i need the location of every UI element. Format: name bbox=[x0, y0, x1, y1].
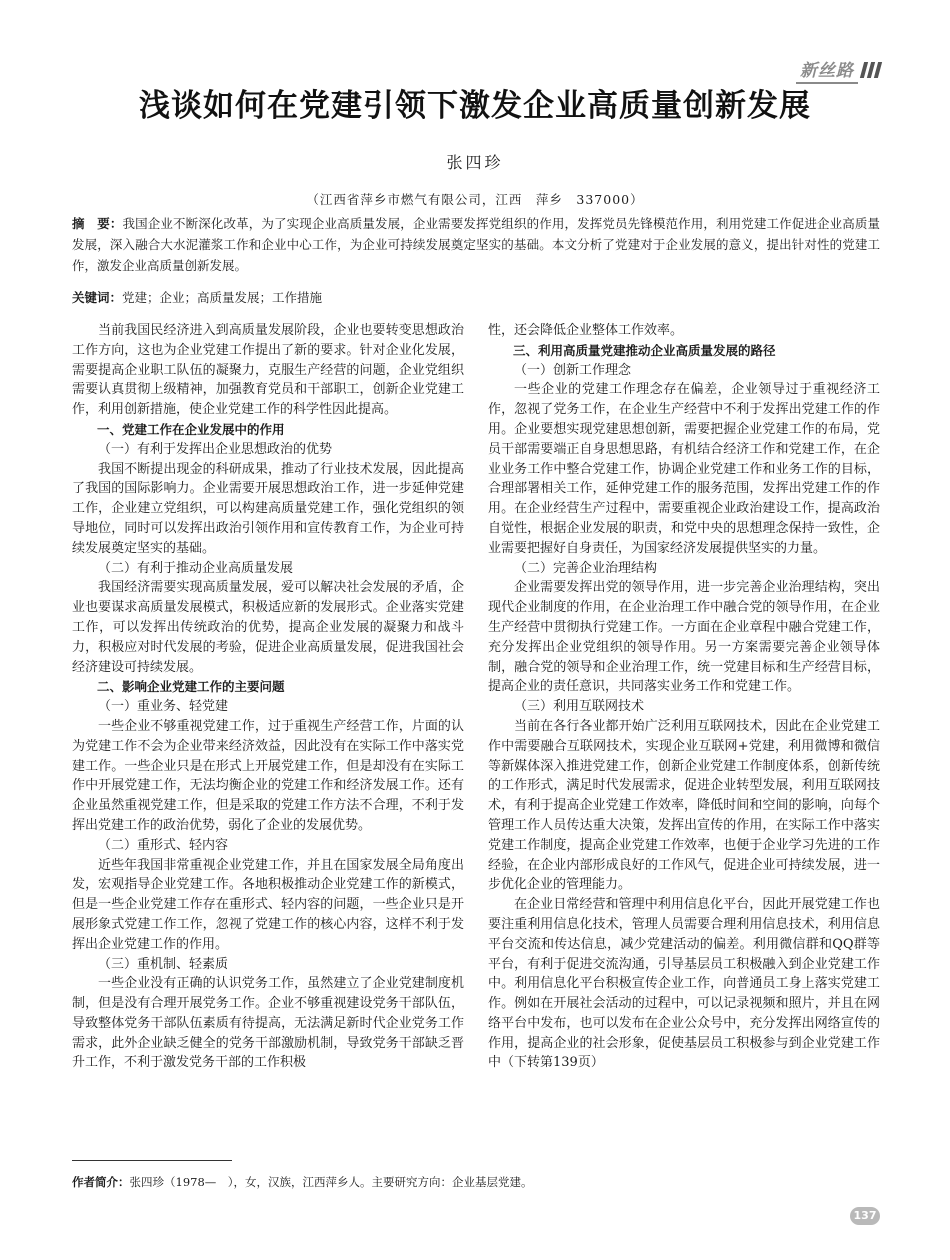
body-column-right bbox=[488, 321, 880, 1073]
subsection-heading: （一）重业务、轻党建 bbox=[98, 699, 229, 715]
subsection-heading: （二）重形式、轻内容 bbox=[98, 837, 229, 853]
keywords bbox=[72, 287, 880, 308]
section-heading: 三、利用高质量党建推动企业高质量发展的路径 bbox=[513, 342, 776, 358]
paragraph: 当前在各行各业都开始广泛利用互联网技术，因此在企业党建工作中需要融合互联网技术，实现企业互联网+党建，利用微博和微信等新媒体深入推进党建工作，创新企业党建工作制度体系，创新传统的工作形式，满足时代发展需求，促进企业转型发展，利用互联网技术，有利于提高企业党建工作效率，降低时间和空间的影响，向每个管理工作人员传达重大决策，发挥出宣传的作用，在实际工作中落实党建工作制度，提高企业党建工作效率，也便于企业学习先进的工作经验，在企业内部形成良好的工作风气，促进企业可持续发展，进一步优化企业的管理能力。 bbox=[488, 718, 880, 893]
subsection-heading: （一）有利于发挥出企业思想政治的优势 bbox=[98, 441, 333, 457]
paragraph: 我国经济需要实现高质量发展，爱可以解决社会发展的矛盾，企业也要谋求高质量发展模式，积极适应新的发展形式。企业落实党建工作，可以发挥出传统政治的优势，提高企业发展的凝聚力和战斗力，积极应对时代发展的考验，促进企业高质量发展，促进我国社会经济建设可持续发展。 bbox=[72, 580, 464, 675]
footnote-divider bbox=[72, 1160, 232, 1161]
keywords-label: 关键词： bbox=[72, 290, 123, 305]
paragraph: 一些企业不够重视党建工作，过于重视生产经营工作，片面的认为党建工作不会为企业带来经济效益，因此没有在实际工作中落实党建工作。一些企业只是在形式上开展党建工作，但是却没有在实际工作中开展党建工作，无法均衡企业的党建工作和经济发展工作。还有企业虽然重视党建工作，但是采取的党建工作方法不合理，不利于发挥出党建工作的政治优势，弱化了企业的发展优势。 bbox=[72, 718, 464, 833]
subsection-heading: （三）利用互联网技术 bbox=[514, 699, 645, 715]
author-affiliation: （江西省萍乡市燃气有限公司，江西 萍乡 337000） bbox=[306, 192, 644, 207]
paragraph: 一些企业的党建工作理念存在偏差，企业领导过于重视经济工作，忽视了党务工作，在企业生产经营中不利于发挥出党建工作的作用。企业要想实现党建思想创新，需要把握企业党建工作的布局，党员干部需要端正自身思想思路，有机结合经济工作和党建工作，在企业业务工作中整合党建工作，协调企业党建工作和业务工作的目标，合理部署相关工作，延伸党建工作的服务范围，发挥出党建工作的作用。在企业经营生产过程中，需要重视企业政治建设工作，提高政治自觉性，根据企业发展的职责，和党中央的思想理念保持一致性，企业需要把握好自身责任，为国家经济发展提供坚实的力量。 bbox=[488, 382, 880, 556]
page-number: 137 bbox=[850, 1207, 880, 1225]
paragraph: 当前我国民经济进入到高质量发展阶段，企业也要转变思想政治工作方向，这也为企业党建工作提出了新的要求。针对企业化发展，需要提高企业职工队伍的凝聚力，克服生产经营的问题，企业党组织需要认真贯彻上级精神，加强教育党员和干部职工，创新企业党建工作，利用创新措施，使企业党建工作的科学性因此提高。 bbox=[72, 323, 464, 418]
badge-label: 新丝路 bbox=[796, 56, 858, 84]
author-name: 张四珍 bbox=[446, 153, 504, 172]
paragraph: 性，还会降低企业整体工作效率。 bbox=[488, 323, 684, 338]
paragraph: 我国不断提出现金的科研成果，推动了行业技术发展，因此提高了我国的国际影响力。企业需要开展思想政治工作，进一步延伸党建工作，企业建立党组织，可以构建高质量党建工作，强化党组织的领导地位，同时可以发挥出政治引领作用和宣传教育工作，为企业可持续发展奠定坚实的基础。 bbox=[72, 461, 464, 556]
badge-stripes-icon bbox=[862, 62, 880, 78]
subsection-heading: （二）有利于推动企业高质量发展 bbox=[98, 560, 294, 576]
author-footnote bbox=[72, 1174, 880, 1190]
paragraph: 一些企业没有正确的认识党务工作，虽然建立了企业党建制度机制，但是没有合理开展党务工作。企业不够重视建设党务干部队伍，导致整体党务干部队伍素质有待提高，无法满足新时代企业党务工作需求，此外企业缺乏健全的党务干部激励机制，导致党务干部缺乏晋升工作，不利于激发党务干部的工作积极 bbox=[72, 976, 464, 1071]
subsection-heading: （三）重机制、轻素质 bbox=[98, 956, 229, 972]
abstract bbox=[72, 213, 880, 276]
paragraph: 近些年我国非常重视企业党建工作，并且在国家发展全局角度出发，宏观指导企业党建工作。各地积极推动企业党建工作的新模式，但是一些企业党建工作存在重形式、轻内容的问题，一些企业只是开展形象式党建工作工作，忽视了党建工作的核心内容，这样不利于发挥出企业党建工作的作用。 bbox=[72, 857, 464, 952]
section-heading: 二、影响企业党建工作的主要问题 bbox=[97, 679, 285, 695]
abstract-text: 我国企业不断深化改革，为了实现企业高质量发展，企业需要发挥党组织的作用，发挥党员先锋模范作用，利用党建工作促进企业高质量发展，深入融合大水泥灌浆工作和企业中心工作，为企业可持续发展奠定坚实的基础。本文分析了党建对于企业发展的意义，提出针对性的党建工作，激发企业高质量创新发展。 bbox=[72, 216, 880, 273]
subsection-heading: （一）创新工作理念 bbox=[514, 362, 632, 378]
abstract-label: 摘 要： bbox=[72, 216, 123, 231]
keywords-text: 党建；企业；高质量发展；工作措施 bbox=[122, 290, 323, 305]
paragraph: 企业需要发挥出党的领导作用，进一步完善企业治理结构，突出现代企业制度的作用，在企业治理工作中融合党的领导作用，在企业生产经营中贯彻执行党建工作。一方面在企业章程中融合党建工作，充分发挥出企业党组织的领导作用。另一方案需要完善企业领导体制，融合党的领导和企业治理工作，统一党建目标和生产经营目标，提高企业的责任意识，共同落实业务工作和党建工作。 bbox=[488, 580, 880, 695]
body-column-left bbox=[72, 321, 464, 1073]
footnote-label: 作者简介： bbox=[72, 1175, 130, 1189]
article-title: 浅谈如何在党建引领下激发企业高质量创新发展 bbox=[139, 88, 811, 124]
footnote-text: 张四珍（1978— ），女，汉族，江西萍乡人。主要研究方向：企业基层党建。 bbox=[129, 1175, 533, 1189]
section-heading: 一、党建工作在企业发展中的作用 bbox=[97, 421, 285, 437]
subsection-heading: （二）完善企业治理结构 bbox=[514, 560, 658, 576]
paragraph: 在企业日常经营和管理中利用信息化平台，因此开展党建工作也要注重利用信息化技术，管理人员需要合理利用信息技术，利用信息平台交流和传达信息，减少党建活动的偏差。利用微信群和QQ群等平台，有利于促进交流沟通，引导基层员工积极融入到企业党建工作中。利用信息化平台积极宣传企业工作，向普通员工身上落实党建工作。例如在开展社会活动的过程中，可以记录视频和照片，并且在网络平台中发布，也可以发布在企业公众号中，充分发挥出网络宣传的作用，提高企业的社会形象，促使基层员工积极参与到企业党建工作中（下转第139页） bbox=[488, 897, 880, 1071]
